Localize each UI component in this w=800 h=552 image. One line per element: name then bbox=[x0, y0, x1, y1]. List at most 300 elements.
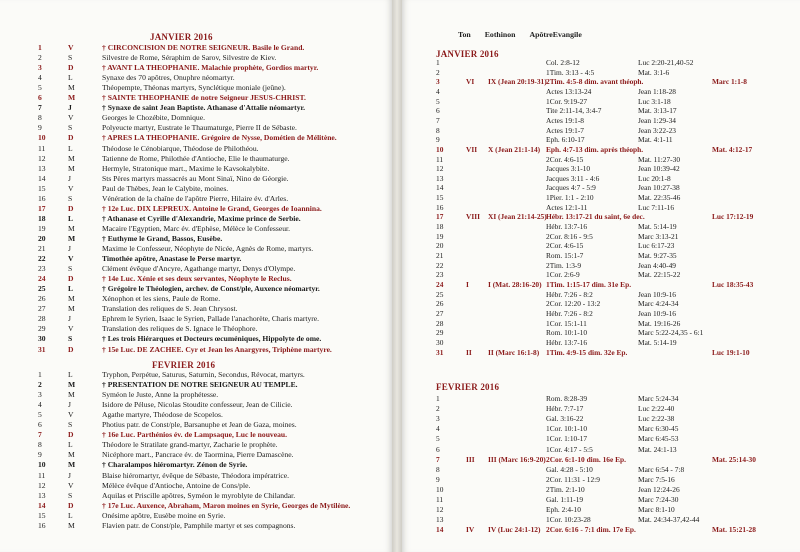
calendar-row bbox=[38, 400, 388, 410]
readings-row bbox=[436, 434, 796, 444]
calendar-row bbox=[38, 491, 388, 501]
day-number: 6 bbox=[436, 106, 440, 116]
feast-text: Agathe martyre, Théodose de Scopelos. bbox=[102, 410, 223, 420]
day-number: 31 bbox=[436, 347, 444, 357]
eothinon-reading: X (Jean 21:1-14) bbox=[488, 144, 541, 154]
weekday-letter: D bbox=[68, 274, 74, 284]
day-number: 28 bbox=[436, 318, 444, 328]
day-number: 14 bbox=[38, 173, 46, 183]
eothinon-reading: XI (Jean 21:14-25) bbox=[488, 212, 547, 222]
weekday-letter: M bbox=[68, 304, 75, 314]
readings-row bbox=[436, 328, 796, 338]
apostle-reading: 2Cor. 8:16 - 9:5 bbox=[546, 231, 593, 241]
gospel-reading: Mat. 3:1-6 bbox=[638, 67, 670, 77]
readings-row bbox=[436, 251, 796, 261]
apostle-reading: Eph. 4:7-13 dim. après théoph. bbox=[546, 144, 644, 154]
feast-text: Onésime apôtre, Eusèbe moine en Syrie. bbox=[102, 510, 226, 520]
gospel-reading: Marc 5:22-24,35 - 6:1 bbox=[638, 328, 704, 338]
gospel-reading: Luc 2:22-38 bbox=[638, 414, 675, 424]
calendar-row bbox=[38, 410, 388, 420]
sunday-gospel: Luc 17:12-19 bbox=[712, 212, 754, 222]
feast-text: Aquilas et Priscille apôtres, Syméon le myroblyte de Chilandar. bbox=[102, 490, 296, 500]
day-number: 13 bbox=[38, 490, 46, 500]
readings-row bbox=[436, 174, 796, 184]
weekday-letter: J bbox=[68, 244, 71, 253]
tone: VII bbox=[466, 144, 478, 154]
sunday-gospel: Luc 19:1-10 bbox=[712, 347, 750, 357]
feast-text: Mélèce évêque d'Antioche, Antoine de Cons/ple. bbox=[102, 480, 251, 490]
day-number: 30 bbox=[436, 337, 444, 347]
feast-text: Blaise hiéromartyr, évêque de Sébaste, Théodora impératrice. bbox=[102, 470, 290, 480]
weekday-letter: D bbox=[68, 500, 74, 510]
apostle-reading: Jacques 3:1-10 bbox=[546, 164, 591, 174]
feast-text: † Charalampos hiéromartyr. Zénon de Syrie. bbox=[102, 460, 248, 470]
readings-row bbox=[436, 485, 796, 495]
apostle-reading: 2Cor. 12:20 - 13:2 bbox=[546, 299, 601, 309]
feast-text: † 16e Luc. Parthénios év. de Lampsaque, Luc le nouveau. bbox=[102, 430, 288, 440]
weekday-letter: D bbox=[68, 203, 74, 213]
weekday-letter: D bbox=[68, 133, 74, 143]
apostle-reading: 1Cor. 10:1-10 bbox=[546, 424, 588, 434]
feast-text: † PRESENTATION DE NOTRE SEIGNEUR AU TEMPLE. bbox=[102, 380, 298, 390]
sunday-gospel: Mat. 15:21-28 bbox=[712, 525, 756, 535]
day-number: 12 bbox=[436, 505, 444, 515]
apostle-reading: Hébr. 13:17-21 du saint, 6e dec. bbox=[546, 212, 645, 222]
calendar-row bbox=[38, 274, 388, 284]
day-number: 3 bbox=[38, 63, 42, 73]
apostle-reading: Rom. 10:1-10 bbox=[546, 328, 588, 338]
readings-row bbox=[436, 424, 796, 434]
feast-text: Isidore de Péluse, Nicolas Stoudite confesseur, Jean de Cilicie. bbox=[102, 400, 293, 410]
feast-text: † CIRCONCISION DE NOTRE SEIGNEUR. Basile le Grand. bbox=[102, 43, 305, 52]
calendar-row bbox=[38, 184, 388, 194]
weekday-letter: M bbox=[68, 153, 75, 163]
january-readings-title: JANVIER 2016 bbox=[436, 49, 499, 59]
apostle-reading: Col. 2:8-12 bbox=[546, 58, 580, 67]
day-number: 22 bbox=[436, 260, 444, 270]
apostle-reading: Gal. 1:11-19 bbox=[546, 495, 584, 504]
calendar-row bbox=[38, 345, 388, 355]
day-number: 5 bbox=[38, 83, 42, 93]
weekday-letter: L bbox=[68, 73, 73, 83]
calendar-row bbox=[38, 511, 388, 521]
weekday-letter: S bbox=[68, 490, 73, 500]
calendar-row bbox=[38, 63, 388, 73]
day-number: 7 bbox=[38, 103, 42, 113]
readings-row bbox=[436, 394, 796, 404]
gospel-reading: Mat. 3:13-17 bbox=[638, 106, 677, 116]
feast-text: † SAINTE THEOPHANIE de notre Seigneur JESUS-CHRIST. bbox=[102, 93, 306, 103]
gospel-reading: Mat. 5:14-19 bbox=[638, 222, 677, 232]
day-number: 2 bbox=[436, 67, 440, 77]
day-number: 26 bbox=[38, 294, 46, 304]
weekday-letter: V bbox=[68, 113, 74, 123]
day-number: 25 bbox=[436, 289, 444, 299]
day-number: 11 bbox=[436, 154, 444, 164]
readings-row bbox=[436, 414, 796, 424]
gospel-reading: Marc 7:24-30 bbox=[638, 495, 679, 504]
gospel-reading: Jean 10:39-42 bbox=[638, 164, 680, 174]
day-number: 4 bbox=[38, 400, 42, 410]
readings-row bbox=[436, 68, 796, 78]
day-number: 5 bbox=[38, 410, 42, 420]
feast-text: Paul de Thèbes, Jean le Calybite, moines. bbox=[102, 183, 229, 193]
day-number: 28 bbox=[38, 314, 46, 324]
day-number: 10 bbox=[436, 484, 444, 494]
feast-text: † Athanase et Cyrille d'Alexandrie, Maxime prince de Serbie. bbox=[102, 213, 301, 223]
apostle-reading: Gal. 4:28 - 5:10 bbox=[546, 464, 593, 474]
gospel-reading: Mat. 11:27-30 bbox=[638, 154, 681, 164]
apostle-reading: 2Tim. 1:3-9 bbox=[546, 260, 582, 270]
gospel-reading: Mat. 24:34-37,42-44 bbox=[638, 515, 700, 525]
calendar-row bbox=[38, 123, 388, 133]
right-page bbox=[402, 0, 800, 552]
apostle-reading: Hébr. 7:26 - 8:2 bbox=[546, 289, 593, 299]
weekday-letter: L bbox=[68, 440, 73, 450]
day-number: 25 bbox=[38, 284, 46, 294]
weekday-letter: M bbox=[68, 223, 75, 233]
readings-row bbox=[436, 58, 796, 68]
sunday-gospel: Marc 1:1-8 bbox=[712, 77, 747, 87]
february-readings-title: FEVRIER 2016 bbox=[436, 382, 500, 392]
feast-text: Vénération de la chaîne de l'apôtre Pierre, Hilaire év. d'Arles. bbox=[102, 193, 289, 203]
header-apotre-evangile: ApôtreEvangile bbox=[529, 30, 582, 39]
day-number: 11 bbox=[436, 495, 444, 504]
weekday-letter: M bbox=[68, 450, 75, 460]
feast-text: Translation des reliques de S. Ignace le Théophore. bbox=[102, 324, 258, 334]
apostle-reading: Jacques 4:7 - 5:9 bbox=[546, 183, 596, 193]
feast-text: Tatienne de Rome, Philothée d'Antioche, Elie le thaumaturge. bbox=[102, 153, 290, 163]
gospel-reading: Marc 6:30-45 bbox=[638, 424, 679, 434]
day-number: 29 bbox=[38, 324, 46, 334]
apostle-reading: 1Cor. 15:1-11 bbox=[546, 318, 587, 328]
left-page bbox=[0, 0, 392, 552]
calendar-row bbox=[38, 304, 388, 314]
day-number: 8 bbox=[38, 440, 42, 450]
eothinon-reading: I (Mat. 28:16-20) bbox=[488, 279, 542, 289]
calendar-row bbox=[38, 53, 388, 63]
weekday-letter: L bbox=[68, 284, 74, 294]
weekday-letter: J bbox=[68, 400, 71, 410]
gospel-reading: Jean 12:24-26 bbox=[638, 484, 680, 494]
apostle-reading: 2Cor. 4:6-15 bbox=[546, 241, 584, 251]
apostle-reading: Actes 19:1-7 bbox=[546, 125, 584, 135]
readings-row bbox=[436, 404, 796, 414]
calendar-row bbox=[38, 93, 388, 103]
calendar-row bbox=[38, 154, 388, 164]
feast-text: † AVANT LA THEOPHANIE. Malachie prophète, Gordios martyr. bbox=[102, 63, 319, 73]
day-number: 2 bbox=[38, 380, 42, 390]
gospel-reading: Jean 10:9-16 bbox=[638, 308, 676, 318]
apostle-reading: Gal. 3:16-22 bbox=[546, 414, 584, 424]
calendar-row bbox=[38, 254, 388, 264]
calendar-row bbox=[38, 430, 388, 440]
day-number: 5 bbox=[436, 96, 440, 106]
day-number: 27 bbox=[38, 304, 46, 314]
weekday-letter: M bbox=[68, 93, 76, 103]
apostle-reading: Actes 19:1-8 bbox=[546, 115, 584, 125]
feast-text: † APRES LA THEOPHANIE. Grégoire de Nysse, Dométien de Mélitène. bbox=[102, 133, 337, 143]
calendar-row bbox=[38, 244, 388, 254]
apostle-reading: 1Cor. 9:19-27 bbox=[546, 96, 588, 106]
tone: II bbox=[466, 347, 472, 357]
readings-row bbox=[436, 290, 796, 300]
apostle-reading: 1Tim. 1:15-17 dim. 31e Ep. bbox=[546, 279, 632, 289]
day-number: 27 bbox=[436, 308, 444, 318]
readings-row bbox=[436, 222, 796, 232]
weekday-letter: D bbox=[68, 430, 74, 440]
feast-text: † 12e Luc. DIX LEPREUX. Antoine le Grand, Georges de Ioannina. bbox=[102, 203, 322, 213]
weekday-letter: M bbox=[68, 294, 75, 304]
gospel-reading: Jean 10:27-38 bbox=[638, 183, 680, 193]
weekday-letter: V bbox=[68, 480, 74, 490]
weekday-letter: M bbox=[68, 233, 76, 243]
readings-row bbox=[436, 232, 796, 242]
day-number: 12 bbox=[436, 164, 444, 174]
feast-text: Théopempte, Théonas martyrs, Synclétique moniale (jeûne). bbox=[102, 83, 286, 93]
gospel-reading: Marc 6:45-53 bbox=[638, 434, 679, 444]
weekday-letter: V bbox=[68, 183, 74, 193]
readings-row bbox=[436, 87, 796, 97]
weekday-letter: J bbox=[68, 314, 71, 324]
feast-text: Maxime le Confesseur, Néophyte de Nicée, Agnès de Rome, martyrs. bbox=[102, 244, 314, 253]
apostle-reading: Jacques 3:11 - 4:6 bbox=[546, 173, 600, 183]
sunday-gospel: Luc 18:35-43 bbox=[712, 279, 754, 289]
tone: I bbox=[466, 279, 469, 289]
apostle-reading: 2Cor. 6:1-10 dim. 16e Ep. bbox=[546, 454, 626, 464]
day-number: 1 bbox=[38, 370, 42, 379]
feast-text: † Grégoire le Théologien, archev. de Const/ple, Auxence néomartyr. bbox=[102, 284, 320, 294]
calendar-row bbox=[38, 174, 388, 184]
apostle-reading: 1Cor. 10:23-28 bbox=[546, 515, 591, 525]
gospel-reading: Mat. 4:1-11 bbox=[638, 135, 673, 145]
day-number: 15 bbox=[38, 510, 46, 520]
apostle-reading: Tite 2:11-14, 3:4-7 bbox=[546, 106, 602, 116]
readings-row bbox=[436, 126, 796, 136]
day-number: 31 bbox=[38, 344, 46, 354]
feast-text: Tryphon, Perpétue, Saturus, Saturnin, Secondus, Révocat, martyrs. bbox=[102, 370, 305, 379]
day-number: 22 bbox=[38, 254, 46, 264]
day-number: 3 bbox=[436, 77, 440, 87]
day-number: 10 bbox=[38, 460, 46, 470]
gospel-reading: Jean 1:18-28 bbox=[638, 86, 676, 96]
day-number: 24 bbox=[436, 279, 444, 289]
eothinon-reading: IV (Luc 24:1-12) bbox=[488, 525, 541, 535]
day-number: 7 bbox=[436, 115, 440, 125]
calendar-row bbox=[38, 113, 388, 123]
readings-row bbox=[436, 525, 796, 535]
readings-row bbox=[436, 164, 796, 174]
calendar-row bbox=[38, 334, 388, 344]
january-title: JANVIER 2016 bbox=[150, 32, 213, 42]
readings-row bbox=[436, 135, 796, 145]
apostle-reading: 1Tim. 3:13 - 4:5 bbox=[546, 67, 595, 77]
day-number: 1 bbox=[436, 58, 440, 67]
apostle-reading: Eph. 2:4-10 bbox=[546, 505, 581, 515]
day-number: 9 bbox=[38, 450, 42, 460]
readings-row bbox=[436, 241, 796, 251]
calendar-row bbox=[38, 501, 388, 511]
weekday-letter: D bbox=[68, 63, 74, 73]
readings-row bbox=[436, 495, 796, 505]
readings-row bbox=[436, 261, 796, 271]
calendar-row bbox=[38, 440, 388, 450]
feast-text: † 17e Luc. Auxence, Abraham, Maron moines en Syrie, Georges de Mytilène. bbox=[102, 500, 351, 510]
day-number: 10 bbox=[436, 144, 444, 154]
gospel-reading: Marc 4:24-34 bbox=[638, 299, 679, 309]
readings-row bbox=[436, 203, 796, 213]
day-number: 17 bbox=[38, 203, 46, 213]
day-number: 13 bbox=[38, 163, 46, 173]
calendar-row bbox=[38, 214, 388, 224]
day-number: 23 bbox=[436, 270, 444, 280]
readings-row bbox=[436, 145, 796, 155]
apostle-reading: 2Cor. 11:31 - 12:9 bbox=[546, 474, 600, 484]
gospel-reading: Luc 7:11-16 bbox=[638, 202, 675, 212]
apostle-reading: 2Tim. 2:1-10 bbox=[546, 484, 585, 494]
feast-text: Théodose le Cénobiarque, Théodose de Philothéou. bbox=[102, 143, 259, 153]
calendar-row bbox=[38, 144, 388, 154]
day-number: 11 bbox=[38, 470, 46, 480]
day-number: 5 bbox=[436, 434, 440, 444]
calendar-row bbox=[38, 194, 388, 204]
calendar-row bbox=[38, 420, 388, 430]
readings-row bbox=[436, 445, 796, 455]
day-number: 4 bbox=[436, 86, 440, 96]
gospel-reading: Luc 6:17-23 bbox=[638, 241, 675, 251]
calendar-row bbox=[38, 264, 388, 274]
readings-row bbox=[436, 299, 796, 309]
feast-text: Nicéphore mart., Pancrace év. de Taormina, Pierre Damascène. bbox=[102, 450, 294, 460]
weekday-letter: V bbox=[68, 43, 74, 52]
day-number: 16 bbox=[38, 193, 46, 203]
calendar-row bbox=[38, 103, 388, 113]
apostle-reading: Actes 12:1-11 bbox=[546, 202, 588, 212]
day-number: 21 bbox=[38, 244, 46, 253]
day-number: 6 bbox=[38, 93, 42, 103]
feast-text: Flavien patr. de Const/ple, Pamphile martyr et ses compagnons. bbox=[102, 520, 296, 530]
readings-row bbox=[436, 505, 796, 515]
calendar-row bbox=[38, 284, 388, 294]
day-number: 15 bbox=[38, 183, 46, 193]
tone: VIII bbox=[466, 212, 480, 222]
feast-text: Clément évêque d'Ancyre, Agathange martyr, Denys d'Olympe. bbox=[102, 264, 296, 274]
day-number: 12 bbox=[38, 480, 46, 490]
day-number: 14 bbox=[436, 183, 444, 193]
day-number: 29 bbox=[436, 328, 444, 338]
day-number: 14 bbox=[436, 525, 444, 535]
weekday-letter: D bbox=[68, 344, 74, 354]
calendar-row bbox=[38, 204, 388, 214]
weekday-letter: M bbox=[68, 163, 75, 173]
sunday-gospel: Mat. 25:14-30 bbox=[712, 454, 756, 464]
readings-row bbox=[436, 183, 796, 193]
day-number: 11 bbox=[38, 143, 46, 153]
readings-row bbox=[436, 319, 796, 329]
gospel-reading: Jean 1:29-34 bbox=[638, 115, 676, 125]
day-number: 19 bbox=[38, 223, 46, 233]
gospel-reading: Luc 3:1-18 bbox=[638, 96, 671, 106]
feast-text: Macaire l'Egyptien, Marc év. d'Ephèse, Mélèce le Confesseur. bbox=[102, 223, 291, 233]
february-title: FEVRIER 2016 bbox=[152, 360, 216, 370]
apostle-reading: 1Cor. 2:6-9 bbox=[546, 270, 580, 280]
apostle-reading: 1Cor. 4:17 - 5:5 bbox=[546, 444, 593, 454]
gospel-reading: Mat. 24:1-13 bbox=[638, 444, 677, 454]
day-number: 13 bbox=[436, 515, 444, 525]
day-number: 13 bbox=[436, 173, 444, 183]
calendar-row bbox=[38, 521, 388, 531]
gospel-reading: Jean 4:40-49 bbox=[638, 260, 676, 270]
feast-text: Théodore le Stratilate grand-martyr, Zacharie le prophète. bbox=[102, 440, 278, 450]
readings-row bbox=[436, 193, 796, 203]
weekday-letter: L bbox=[68, 213, 74, 223]
day-number: 3 bbox=[436, 414, 440, 424]
calendar-row bbox=[38, 471, 388, 481]
gospel-reading: Jean 10:9-16 bbox=[638, 289, 676, 299]
day-number: 16 bbox=[436, 202, 444, 212]
apostle-reading: Eph. 6:10-17 bbox=[546, 135, 585, 145]
weekday-letter: J bbox=[68, 173, 71, 183]
day-number: 18 bbox=[436, 222, 444, 232]
day-number: 19 bbox=[436, 231, 444, 241]
gospel-reading: Marc 7:5-16 bbox=[638, 474, 675, 484]
readings-row bbox=[436, 116, 796, 126]
weekday-letter: S bbox=[68, 123, 73, 133]
apostle-reading: 2Cor. 4:6-15 bbox=[546, 154, 584, 164]
calendar-row bbox=[38, 390, 388, 400]
calendar-row bbox=[38, 380, 388, 390]
day-number: 21 bbox=[436, 251, 444, 260]
day-number: 6 bbox=[436, 444, 440, 454]
readings-row bbox=[436, 455, 796, 465]
day-number: 17 bbox=[436, 212, 444, 222]
weekday-letter: V bbox=[68, 324, 74, 334]
header-ton: Ton bbox=[458, 30, 471, 39]
feast-text: Sts Pères martyrs massacrés au Mont Sinaï, Nino de Géorgie. bbox=[102, 173, 289, 183]
apostle-reading: 2Tim. 4:5-8 dim. avant théoph. bbox=[546, 77, 644, 87]
calendar-row bbox=[38, 324, 388, 334]
feast-text: Georges le Chozébite, Domnique. bbox=[102, 113, 205, 123]
weekday-letter: V bbox=[68, 254, 74, 264]
apostle-reading: Rom. 15:1-7 bbox=[546, 251, 584, 260]
readings-row bbox=[436, 270, 796, 280]
sunday-gospel: Mat. 4:12-17 bbox=[712, 144, 753, 154]
eothinon-reading: IX (Jean 20:19-31) bbox=[488, 77, 547, 87]
feast-text: † Synaxe de saint Jean Baptiste. Athanase d'Attalie néomartyr. bbox=[102, 103, 306, 113]
day-number: 1 bbox=[38, 43, 42, 52]
gospel-reading: Luc 20:1-8 bbox=[638, 173, 671, 183]
calendar-row bbox=[38, 224, 388, 234]
readings-row bbox=[436, 155, 796, 165]
day-number: 3 bbox=[38, 390, 42, 400]
weekday-letter: M bbox=[68, 520, 75, 530]
apostle-reading: 1Tim. 4:9-15 dim. 32e Ep. bbox=[546, 347, 628, 357]
feast-text: † Euthyme le Grand, Bassos, Eusèbe. bbox=[102, 233, 223, 243]
readings-row bbox=[436, 338, 796, 348]
feast-text: Photius patr. de Const/ple, Barsanuphe et Jean de Gaza, moines. bbox=[102, 420, 297, 430]
weekday-letter: S bbox=[68, 53, 73, 63]
readings-row bbox=[436, 465, 796, 475]
readings-row bbox=[436, 348, 796, 358]
weekday-letter: M bbox=[68, 83, 75, 93]
readings-row bbox=[436, 97, 796, 107]
feast-text: Hermyle, Stratonique mart., Maxime le Kavsokalybite. bbox=[102, 163, 270, 173]
feast-text: Translation des reliques de S. Jean Chrysost. bbox=[102, 304, 238, 314]
book-gutter bbox=[392, 0, 402, 552]
readings-row bbox=[436, 106, 796, 116]
gospel-reading: Mat. 5:14-19 bbox=[638, 337, 677, 347]
gospel-reading: Jean 3:22-23 bbox=[638, 125, 676, 135]
